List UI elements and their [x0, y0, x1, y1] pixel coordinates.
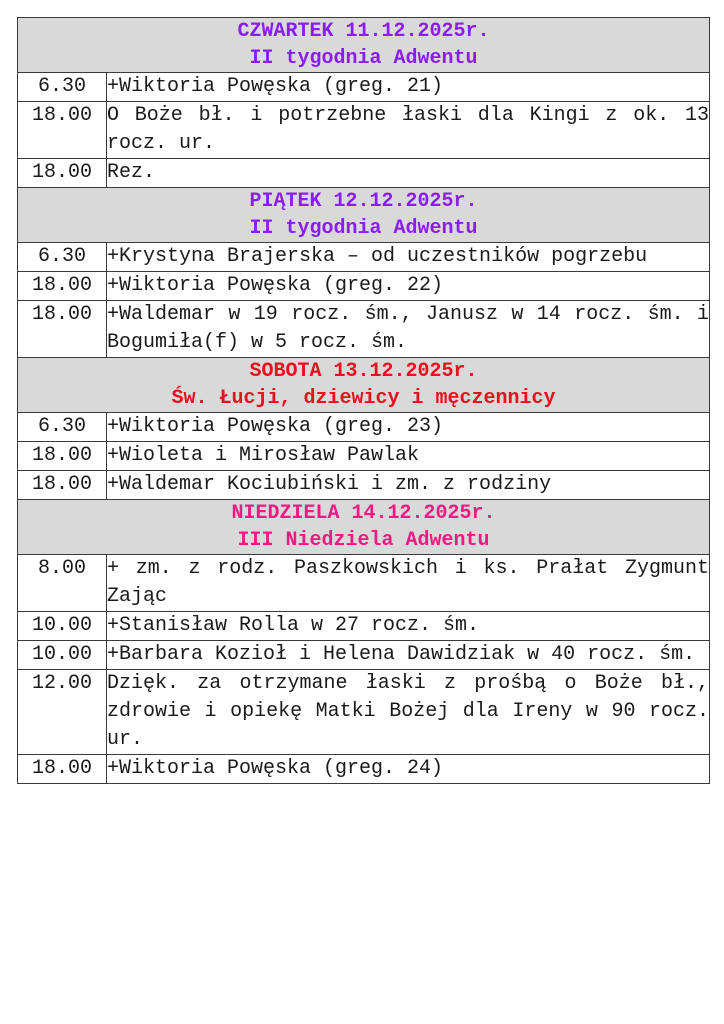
- mass-intention: +Stanisław Rolla w 27 rocz. śm.: [107, 612, 710, 641]
- day-title: CZWARTEK 11.12.2025r.: [237, 20, 490, 43]
- mass-time: 6.30: [18, 413, 107, 442]
- mass-row: [18, 159, 710, 188]
- mass-row: [18, 102, 710, 159]
- day-header: [18, 188, 710, 243]
- mass-intention: +Wiktoria Powęska (greg. 23): [107, 413, 710, 442]
- mass-intention: +Wioleta i Mirosław Pawlak: [107, 442, 710, 471]
- day-title: PIĄTEK 12.12.2025r.: [249, 190, 478, 213]
- mass-intention: +Krystyna Brajerska – od uczestników pogrzebu: [107, 243, 710, 272]
- mass-time: 18.00: [18, 442, 107, 471]
- mass-time: 18.00: [18, 272, 107, 301]
- mass-intention: +Barbara Kozioł i Helena Dawidziak w 40 rocz. śm.: [107, 641, 710, 670]
- mass-row: [18, 243, 710, 272]
- mass-intention: O Boże bł. i potrzebne łaski dla Kingi z ok. 13 rocz. ur.: [107, 102, 710, 159]
- mass-time: 10.00: [18, 641, 107, 670]
- mass-time: 18.00: [18, 301, 107, 358]
- mass-time: 8.00: [18, 555, 107, 612]
- mass-row: [18, 670, 710, 755]
- mass-row: [18, 301, 710, 358]
- day-header: [18, 500, 710, 555]
- liturgical-day-subtitle: III Niedziela Adwentu: [237, 529, 490, 552]
- mass-intention: +Wiktoria Powęska (greg. 22): [107, 272, 710, 301]
- mass-intention: Rez.: [107, 159, 710, 188]
- mass-time: 6.30: [18, 243, 107, 272]
- mass-intention: Dzięk. za otrzymane łaski z prośbą o Boże bł., zdrowie i opiekę Matki Bożej dla Ireny w 90 rocz. ur.: [107, 670, 710, 755]
- mass-time: 18.00: [18, 159, 107, 188]
- day-title: SOBOTA 13.12.2025r.: [249, 360, 478, 383]
- mass-row: [18, 612, 710, 641]
- mass-time: 18.00: [18, 471, 107, 500]
- mass-intention: +Waldemar w 19 rocz. śm., Janusz w 14 rocz. śm. i Bogumiła(f) w 5 rocz. śm.: [107, 301, 710, 358]
- day-header-row: [18, 500, 710, 555]
- day-header: [18, 18, 710, 73]
- mass-schedule-table: [17, 17, 710, 784]
- liturgical-day-subtitle: II tygodnia Adwentu: [249, 47, 478, 70]
- mass-time: 12.00: [18, 670, 107, 755]
- day-header-row: [18, 188, 710, 243]
- mass-row: [18, 272, 710, 301]
- mass-time: 6.30: [18, 73, 107, 102]
- mass-time: 18.00: [18, 102, 107, 159]
- mass-intention: + zm. z rodz. Paszkowskich i ks. Prałat Zygmunt Zając: [107, 555, 710, 612]
- liturgical-day-subtitle: II tygodnia Adwentu: [249, 217, 478, 240]
- mass-row: [18, 442, 710, 471]
- day-header: [18, 358, 710, 413]
- mass-row: [18, 413, 710, 442]
- mass-intention: +Waldemar Kociubiński i zm. z rodziny: [107, 471, 710, 500]
- mass-time: 18.00: [18, 755, 107, 784]
- mass-intention: +Wiktoria Powęska (greg. 21): [107, 73, 710, 102]
- mass-time: 10.00: [18, 612, 107, 641]
- day-header-row: [18, 18, 710, 73]
- mass-row: [18, 555, 710, 612]
- liturgical-day-subtitle: Św. Łucji, dziewicy i męczennicy: [171, 387, 556, 410]
- mass-row: [18, 755, 710, 784]
- day-title: NIEDZIELA 14.12.2025r.: [231, 502, 496, 525]
- mass-row: [18, 73, 710, 102]
- schedule-body: [18, 18, 710, 784]
- mass-row: [18, 641, 710, 670]
- mass-row: [18, 471, 710, 500]
- mass-intention: +Wiktoria Powęska (greg. 24): [107, 755, 710, 784]
- day-header-row: [18, 358, 710, 413]
